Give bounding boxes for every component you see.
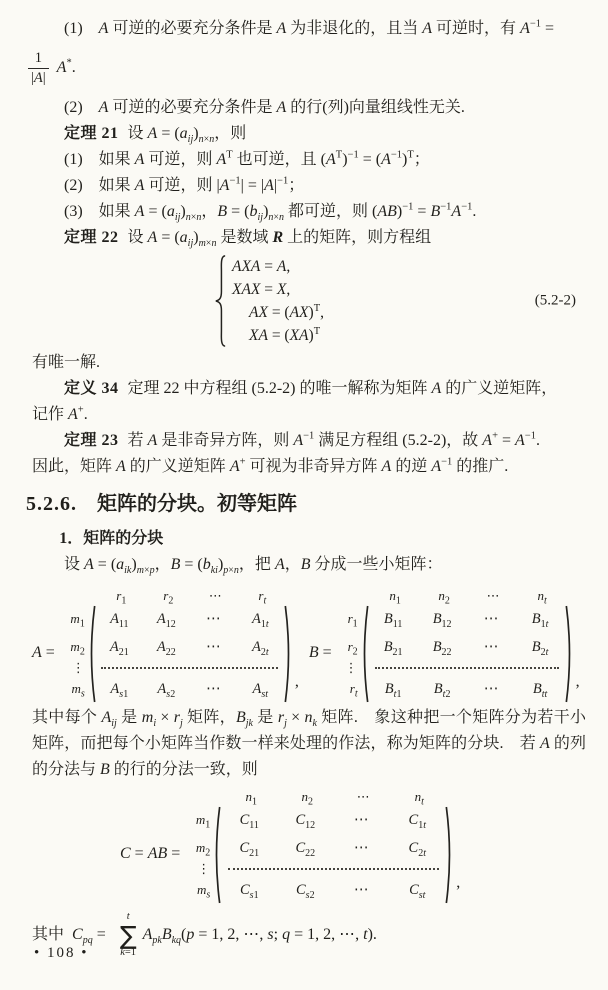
fraction-numerator: 1 — [34, 49, 42, 66]
subsection-heading: 1．矩阵的分块 — [59, 530, 164, 547]
matrix-cell: $A_{12}$ — [156, 611, 176, 630]
theorem-21-item-3: (3) 如果 $A = (a_{ij})_{n\times n}$，$B = (b_{ij})_{n\times n}$ 都可逆，则 $(AB)^{-1} = B^{-1}A^{-1}$. — [64, 201, 477, 224]
col-header: $n_1$ — [389, 588, 401, 607]
matrix-cell: $A_{11}$ — [110, 611, 129, 630]
col-header: $n_t$ — [537, 588, 547, 607]
matrix-cell: $A_{21}$ — [109, 639, 129, 658]
matrix-cell: $C_{s1}$ — [239, 882, 259, 901]
formula-prefix: 其中 — [32, 926, 65, 943]
section-number: 5.2.6. — [26, 493, 77, 515]
definition-34-continuation: 记作 A+. — [32, 404, 88, 423]
right-paren-icon — [565, 605, 574, 703]
col-header: ⋯ — [208, 588, 222, 603]
col-header: ⋯ — [486, 588, 500, 603]
matrix-cell: ⋯ — [483, 639, 499, 655]
matrix-cell: $B_{t2}$ — [433, 681, 451, 700]
row-label: $m_2$ — [195, 840, 211, 859]
inverse-formula-line — [28, 43, 586, 93]
row-label: $m_1$ — [70, 611, 85, 630]
fraction-denominator: |A| — [28, 68, 49, 88]
col-header: $n_2$ — [301, 789, 314, 808]
section-title: 矩阵的分块。初等矩阵 — [97, 493, 297, 515]
matrix-cell: $A_{st}$ — [252, 681, 269, 700]
row-label: ⋮ — [197, 861, 211, 876]
col-header: $r_t$ — [258, 588, 267, 607]
sum-upper-limit: t — [126, 911, 130, 922]
dotted-divider — [101, 667, 278, 669]
page-number: • 108 • — [34, 945, 89, 961]
theorem-21-item-2: (2) 如果 A 可逆，则 $|A^{-1}| = |A|^{-1}$； — [64, 175, 305, 194]
item-2-line: (2) A 可逆的必要充分条件是 A 的行(列)向量组线性无关. — [64, 99, 465, 116]
matrix-cell: ⋯ — [483, 681, 499, 697]
theorem-21-intro: 设 $A = (a_{ij})_{n\times n}$，则 — [127, 125, 247, 146]
matrix-cell: ⋯ — [206, 611, 221, 627]
theorem-23-label: 定理 23 — [64, 432, 119, 449]
matrix-cell: $B_{12}$ — [432, 611, 452, 630]
col-header: $n_t$ — [414, 789, 424, 808]
matrix-a-entries — [96, 605, 284, 703]
theorem-22-label: 定理 22 — [64, 229, 119, 246]
theorem-21-label: 定理 21 — [64, 125, 119, 142]
left-brace-icon — [214, 254, 227, 348]
matrix-cell: ⋯ — [483, 611, 499, 627]
definition-34-text: 定理 22 中方程组 (5.2-2) 的唯一解称为矩阵 A 的广义逆矩阵， — [127, 380, 558, 397]
matrix-cell: ⋯ — [206, 681, 221, 697]
col-header: $n_2$ — [438, 588, 450, 607]
definition-34-line — [32, 376, 586, 402]
col-header: $r_2$ — [163, 588, 174, 607]
row-label: $m_s$ — [71, 681, 85, 700]
matrix-cell: $B_{22}$ — [432, 639, 452, 658]
system-equation-1: AXA = A, — [232, 258, 291, 275]
matrix-b — [309, 586, 580, 703]
formula-lhs: $C_{pq}$ = — [72, 926, 106, 947]
matrix-c-entries — [221, 806, 445, 904]
matrix-b-row-labels — [338, 605, 360, 703]
row-label: $r_2$ — [347, 639, 358, 658]
equation-tag: (5.2-2) — [534, 292, 576, 309]
row-label: $r_t$ — [349, 681, 358, 700]
matrix-cell: $B_{2t}$ — [531, 639, 549, 658]
matrix-display-c — [120, 787, 586, 904]
matrix-cell: $A_{s1}$ — [110, 681, 129, 700]
theorem-22-heading — [32, 225, 586, 251]
partition-intro-line: 设 $A = (a_{ik})_{m\times p}$，$B = (b_{ki})_{p\times n}$，把 A，B 分成一些小矩阵： — [64, 556, 443, 577]
block-paragraph: 其中每个 $A_{ij}$ 是 $m_i \times r_j$ 矩阵，$B_{jk}$ 是 $r_j \times n_k$ 矩阵. 象这种把一个矩阵分为若干小矩阵，而把每个小矩阵当作数一样来处理的作法，称为矩阵的分块. 若 A 的列的分法与 B 的行的分法一致，则 — [32, 709, 586, 778]
matrix-cell: $C_{22}$ — [295, 840, 316, 859]
matrix-c-lhs: C = AB = — [120, 844, 181, 862]
item-1-line: (1) A 可逆的必要充分条件是 A 为非退化的，且当 A 可逆时，有 $A^{-1}$ = — [64, 18, 555, 37]
fraction — [28, 49, 49, 88]
formula-rhs: $A_{pk}B_{kq}(p = 1$, 2, ⋯, s; q = 1, 2, ⋯, t). — [142, 926, 377, 947]
row-label: $m_s$ — [196, 882, 211, 901]
matrix-cell: $B_{11}$ — [383, 611, 403, 630]
left-paren-icon — [360, 605, 369, 703]
matrix-cell: $C_{12}$ — [295, 812, 316, 831]
matrix-c-trailing-comma: , — [456, 874, 461, 891]
col-header: ⋯ — [356, 789, 370, 804]
definition-34-label: 定义 34 — [64, 380, 119, 397]
theorem-23-text: 若 A 是非奇异方阵，则 $A^{-1}$ 满足方程组 (5.2-2)，故 $A^+ = A^{-1}$. — [127, 430, 540, 449]
theorem-23-continuation: 因此，矩阵 A 的广义逆矩阵 A+ 可视为非奇异方阵 A 的逆 $A^{-1}$ 的推广. — [32, 456, 509, 475]
sigma-icon: ∑ — [119, 920, 137, 950]
col-header: $n_1$ — [245, 789, 258, 808]
right-paren-icon — [445, 806, 454, 904]
matrix-cell: ⋯ — [354, 840, 369, 856]
theorem-23-line — [32, 428, 586, 454]
matrix-cell: $C_{21}$ — [239, 840, 260, 859]
matrix-cell: ⋯ — [354, 812, 369, 828]
summation-symbol — [120, 912, 137, 958]
matrix-a-row-labels — [61, 605, 87, 703]
product-formula-line — [32, 912, 586, 958]
theorem-21-item-1: (1) 如果 A 可逆，则 $A^T$ 也可逆，且 $(A^T)^{-1} = (A^{-1})^T$； — [64, 149, 430, 168]
matrix-a-lhs: A = — [32, 643, 55, 661]
matrix-b-lhs: B = — [308, 643, 332, 661]
matrix-a-trailing-comma: , — [294, 673, 299, 690]
matrix-a — [32, 586, 299, 703]
right-paren-icon — [284, 605, 293, 703]
left-paren-icon — [212, 806, 221, 904]
matrix-cell: ⋯ — [354, 882, 369, 898]
matrix-cell: $C_{1t}$ — [408, 812, 426, 831]
matrix-c — [120, 787, 460, 904]
matrix-c-col-headers — [223, 787, 454, 806]
dotted-divider — [228, 868, 439, 870]
row-label: $m_2$ — [70, 639, 85, 658]
matrix-a-col-headers — [98, 586, 293, 605]
theorem-22-intro: 设 $A = (a_{ij})_{m\times n}$ 是数域 R 上的矩阵，则方程组 — [127, 229, 432, 250]
system-equation-2: XAX = X, — [232, 281, 291, 298]
matrix-cell: $C_{11}$ — [239, 812, 259, 831]
matrix-cell: ⋯ — [206, 639, 221, 655]
col-header: $r_1$ — [116, 588, 127, 607]
section-heading — [26, 489, 586, 519]
matrix-cell: $C_{s2}$ — [295, 882, 315, 901]
unique-solution-line: 有唯一解. — [32, 354, 101, 371]
theorem-21-heading — [32, 121, 586, 147]
matrix-cell: $A_{22}$ — [156, 639, 176, 658]
matrix-cell: $B_{21}$ — [383, 639, 403, 658]
matrix-b-trailing-comma: , — [575, 673, 580, 690]
left-paren-icon — [87, 605, 96, 703]
equation-system — [32, 254, 586, 348]
sum-lower-limit: k=1 — [120, 946, 137, 958]
row-label: $r_1$ — [347, 611, 358, 630]
fraction-tail: A*. — [56, 57, 76, 76]
system-equation-3: AX = (AX)$^T$, — [249, 302, 324, 321]
matrix-c-row-labels — [186, 806, 212, 904]
row-label: ⋮ — [71, 660, 85, 675]
matrix-cell: $C_{2t}$ — [408, 840, 426, 859]
matrix-b-col-headers — [371, 586, 574, 605]
matrix-cell: $A_{s2}$ — [157, 681, 176, 700]
row-label: $m_1$ — [195, 812, 211, 831]
dotted-divider — [375, 667, 559, 669]
matrix-cell: $B_{tt}$ — [532, 681, 548, 700]
matrix-cell: $C_{st}$ — [409, 882, 426, 901]
matrix-cell: $A_{2t}$ — [251, 639, 269, 658]
matrix-b-entries — [369, 605, 565, 703]
matrix-cell: $A_{1t}$ — [251, 611, 269, 630]
system-equation-4: XA = (XA)$^T$ — [249, 325, 321, 344]
matrix-cell: $B_{t1}$ — [384, 681, 402, 700]
matrix-display-a-b — [32, 586, 586, 703]
system-equations — [232, 255, 324, 347]
row-label: ⋮ — [344, 660, 358, 675]
matrix-cell: $B_{1t}$ — [531, 611, 549, 630]
